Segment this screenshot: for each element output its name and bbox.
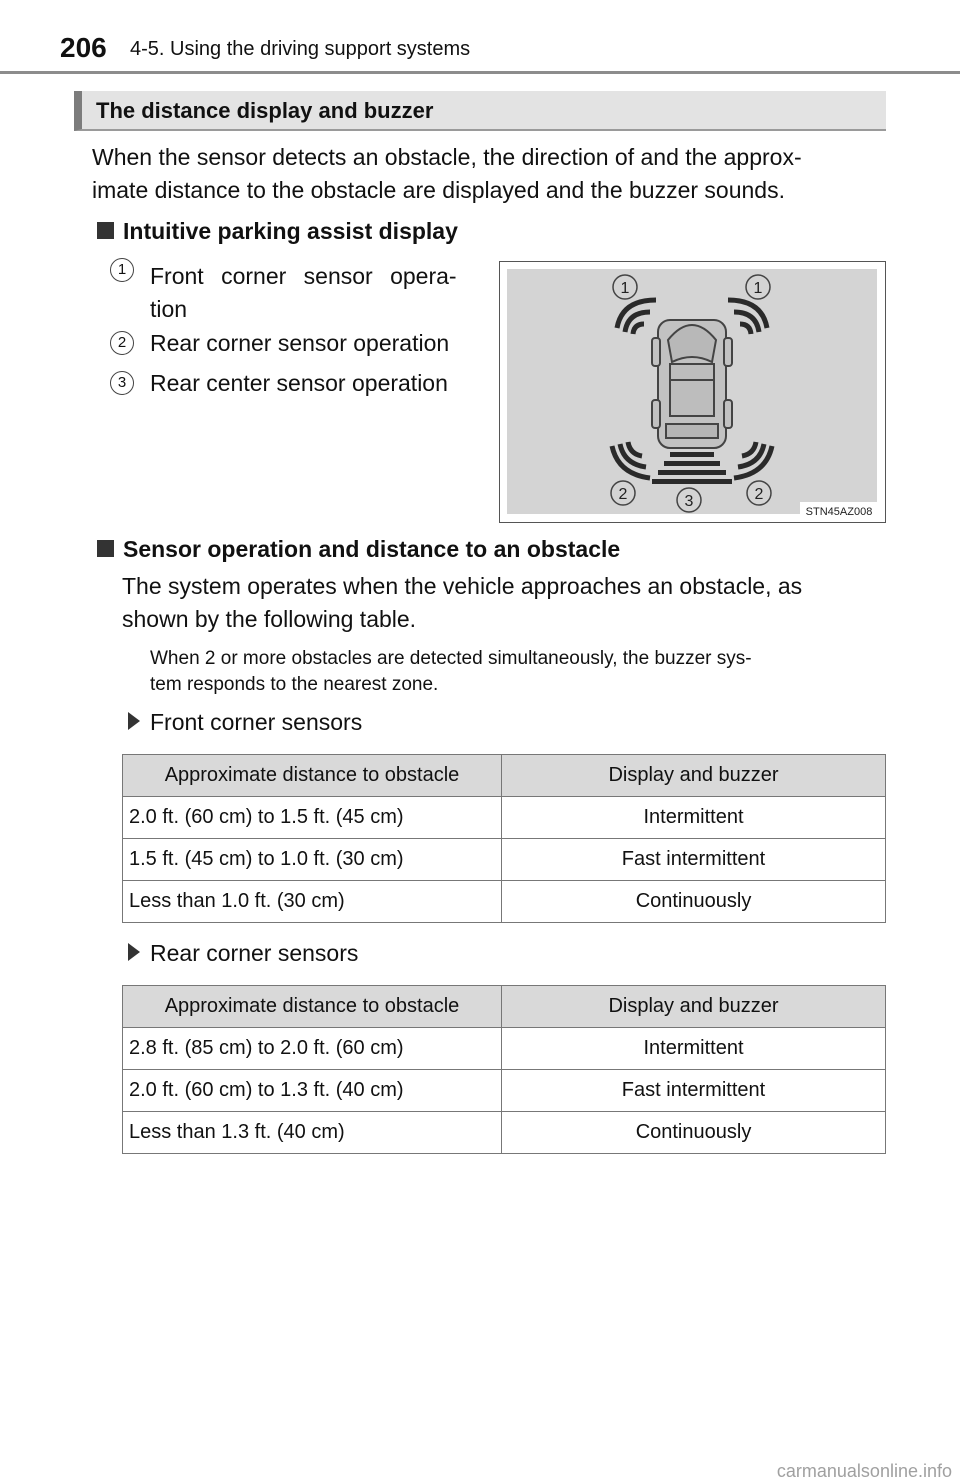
callout-1-icon: 1 [110, 258, 134, 282]
table-header-row [123, 755, 886, 797]
table-cell-distance: 1.5 ft. (45 cm) to 1.0 ft. (30 cm) [123, 839, 502, 881]
table-cell-display: Intermittent [502, 1028, 886, 1070]
legend-3-text: Rear center sensor operation [150, 370, 448, 396]
intro-paragraph [92, 141, 892, 207]
body2-line-2: shown by the following table. [122, 606, 417, 632]
figure-callout-1-right-icon [746, 275, 770, 299]
parking-assist-illustration [500, 262, 884, 521]
callout-3-icon: 3 [110, 371, 134, 395]
table-cell-distance: Less than 1.0 ft. (30 cm) [123, 881, 502, 923]
table-header-distance: Approximate distance to obstacle [123, 755, 502, 797]
section-title: The distance display and buzzer [96, 98, 434, 123]
running-head: 4-5. Using the driving support systems [130, 38, 471, 60]
legend-1-line-2: tion [150, 296, 188, 322]
svg-text:2: 2 [754, 486, 764, 503]
figure-callout-2-right-icon [747, 481, 771, 505]
subheading-display-title: Intuitive parking assist display [123, 218, 458, 244]
svg-text:3: 3 [684, 493, 694, 510]
parking-assist-figure [499, 261, 886, 523]
table-header-distance: Approximate distance to obstacle [123, 986, 502, 1028]
table-row [123, 1112, 886, 1154]
subheading-sensor-operation-title: Sensor operation and distance to an obstacle [123, 536, 621, 562]
table-row [123, 881, 886, 923]
rear-sensors-title: Rear corner sensors [150, 940, 359, 966]
watermark: carmanualsonline.info [776, 1461, 952, 1481]
note-paragraph [150, 646, 890, 698]
table-row [123, 1070, 886, 1112]
table-header-row [123, 986, 886, 1028]
triangle-bullet-icon [128, 943, 140, 961]
triangle-bullet-icon [128, 712, 140, 730]
note-line-2: tem responds to the nearest zone. [150, 674, 439, 695]
table-cell-distance: 2.8 ft. (85 cm) to 2.0 ft. (60 cm) [123, 1028, 502, 1070]
table-row [123, 797, 886, 839]
table-cell-display: Continuously [502, 1112, 886, 1154]
table-cell-distance: 2.0 ft. (60 cm) to 1.3 ft. (40 cm) [123, 1070, 502, 1112]
figure-callout-3-icon [677, 488, 701, 512]
table-cell-display: Continuously [502, 881, 886, 923]
front-sensors-title: Front corner sensors [150, 709, 363, 735]
sensor-operation-paragraph [122, 570, 892, 636]
legend-1-line-1: Front corner sensor opera- [150, 263, 457, 289]
svg-text:2: 2 [618, 486, 628, 503]
rear-sensors-table [122, 985, 886, 1154]
header-rule [0, 71, 960, 74]
figure-code: STN45AZ008 [805, 506, 873, 518]
svg-text:1: 1 [753, 280, 763, 297]
svg-text:1: 1 [620, 280, 630, 297]
table-header-display: Display and buzzer [502, 755, 886, 797]
body2-line-1: The system operates when the vehicle approaches an obstacle, as [122, 573, 803, 599]
table-row [123, 1028, 886, 1070]
note-line-1: When 2 or more obstacles are detected simultaneously, the buzzer sys- [150, 648, 752, 669]
table-cell-display: Intermittent [502, 797, 886, 839]
table-cell-display: Fast intermittent [502, 1070, 886, 1112]
figure-legend [110, 258, 490, 408]
table-header-display: Display and buzzer [502, 986, 886, 1028]
table-cell-distance: 2.0 ft. (60 cm) to 1.5 ft. (45 cm) [123, 797, 502, 839]
figure-callout-2-left-icon [611, 481, 635, 505]
legend-2-text: Rear corner sensor operation [150, 330, 450, 356]
table-row [123, 839, 886, 881]
table-cell-display: Fast intermittent [502, 839, 886, 881]
square-bullet-icon [97, 540, 114, 557]
vehicle-top-view-icon [652, 320, 732, 448]
square-bullet-icon [97, 222, 114, 239]
intro-line-2: imate distance to the obstacle are displayed and the buzzer sounds. [92, 177, 785, 203]
section-heading-box [74, 91, 886, 131]
intro-line-1: When the sensor detects an obstacle, the direction of and the approx- [92, 144, 802, 170]
table-cell-distance: Less than 1.3 ft. (40 cm) [123, 1112, 502, 1154]
callout-2-icon: 2 [110, 331, 134, 355]
page-number: 206 [60, 32, 107, 63]
figure-callout-1-left-icon [613, 275, 637, 299]
front-sensors-table [122, 754, 886, 923]
